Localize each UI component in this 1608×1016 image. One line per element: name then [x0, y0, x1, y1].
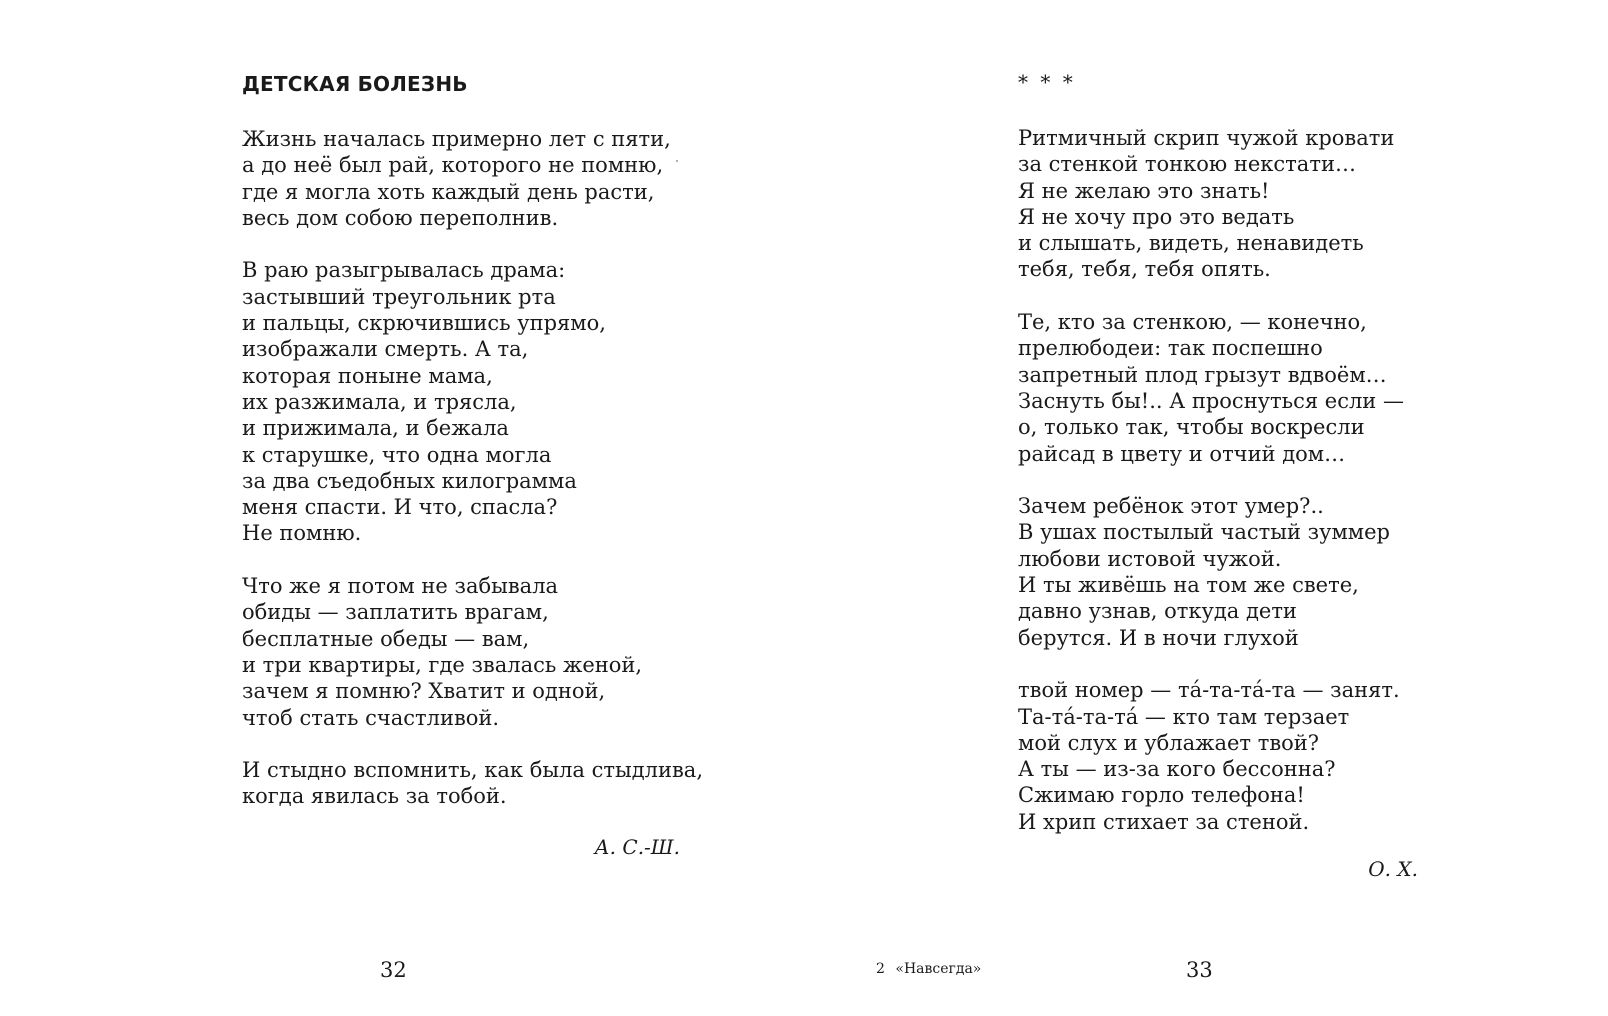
poem-line: и три квартиры, где звалась женой, [242, 652, 643, 677]
poem-line: Зачем ребёнок этот умер?.. [1018, 494, 1324, 519]
poem-line: В ушах постылый частый зуммер [1018, 520, 1391, 545]
poem-line: Я не хочу про это ведать [1018, 204, 1295, 229]
poem-line: к старушке, что одна могла [242, 442, 552, 467]
poem-line: зачем я помню? Хватит и одной, [242, 679, 606, 704]
poem-line: прелюбодеи: так поспешно [1018, 336, 1323, 361]
poem-text [242, 126, 703, 810]
stanza [242, 126, 703, 231]
author-initials: А. С.-Ш. [594, 835, 680, 859]
stanza [1018, 125, 1404, 283]
poem-line: запретный плод грызут вдвоём… [1018, 362, 1387, 387]
stanza [1018, 677, 1404, 835]
poem-line: райсад в цвету и отчий дом… [1018, 441, 1346, 466]
poem-line: застывший треугольник рта [242, 284, 556, 309]
poem-line: весь дом собою переполнив. [242, 205, 559, 230]
author-initials: О. Х. [1368, 857, 1418, 881]
poem-line: их разжимала, и трясла, [242, 389, 517, 414]
poem-line: обиды — заплатить врагам, [242, 600, 549, 625]
poem-line: Те, кто за стенкою, — конечно, [1018, 310, 1367, 335]
poem-line: когда явилась за тобой. [242, 784, 507, 809]
signature-number: 2 [876, 961, 885, 977]
poem-line: изображали смерть. А та, [242, 337, 529, 362]
poem-line: которая поныне мама, [242, 363, 493, 388]
poem-line: Та-та́-та-та́ — кто там терзает [1018, 704, 1350, 729]
poem-line: Я не желаю это знать! [1018, 178, 1270, 203]
poem-title-asterisks: * * * [1018, 70, 1076, 94]
poem-line: И ты живёшь на том же свете, [1018, 573, 1359, 598]
page-number: 32 [380, 958, 407, 982]
page-number: 33 [1186, 958, 1213, 982]
poem-line: В раю разыгрывалась драма: [242, 258, 566, 283]
poem-line: меня спасти. И что, спасла? [242, 495, 558, 520]
poem-line: и прижимала, и бежала [242, 416, 509, 441]
poem-line: о, только так, чтобы воскресли [1018, 415, 1365, 440]
stanza [242, 573, 703, 731]
poem-line: берутся. И в ночи глухой [1018, 625, 1299, 650]
poem-line: И стыдно вспомнить, как была стыдлива, [242, 758, 703, 783]
poem-line: где я могла хоть каждый день расти, [242, 179, 655, 204]
poem-line: давно узнав, откуда дети [1018, 599, 1297, 624]
left-page [0, 0, 800, 1016]
poem-line: мой слух и ублажает твой? [1018, 730, 1320, 755]
poem-line: Сжимаю горло телефона! [1018, 783, 1305, 808]
stanza [242, 757, 703, 810]
poem-text [1018, 125, 1404, 835]
printer-signature [876, 961, 981, 977]
poem-line: Жизнь началась примерно лет с пяти, [242, 127, 671, 151]
poem-line: И хрип стихает за стеной. [1018, 809, 1310, 834]
poem-line: бесплатные обеды — вам, [242, 626, 530, 651]
poem-line: Заснуть бы!.. А проснуться если — [1018, 388, 1404, 413]
poem-line: любови истовой чужой. [1018, 546, 1282, 571]
poem-line: и пальцы, скрючившись упрямо, [242, 311, 606, 336]
poem-line: Что же я потом не забывала [242, 574, 559, 599]
poem-title: ДЕТСКАЯ БОЛЕЗНЬ [242, 72, 468, 96]
print-speck [676, 160, 678, 162]
poem-line: и слышать, видеть, ненавидеть [1018, 231, 1364, 256]
poem-line: а до неё был рай, которого не помню, [242, 153, 664, 178]
poem-line: А ты — из-за кого бессонна? [1018, 757, 1336, 782]
poem-line: за стенкой тонкою некстати… [1018, 152, 1356, 177]
right-page [800, 0, 1608, 1016]
stanza [242, 257, 703, 546]
stanza [1018, 309, 1404, 467]
poem-line: за два съедобных килограмма [242, 468, 577, 493]
poem-line: Не помню. [242, 521, 362, 546]
poem-line: твой номер — та́-та-та́-та — занят. [1018, 678, 1400, 703]
signature-book-title: «Навсегда» [895, 961, 982, 977]
poem-line: Ритмичный скрип чужой кровати [1018, 126, 1395, 150]
poem-line: чтоб стать счастливой. [242, 705, 500, 730]
stanza [1018, 493, 1404, 651]
poem-line: тебя, тебя, тебя опять. [1018, 257, 1271, 282]
